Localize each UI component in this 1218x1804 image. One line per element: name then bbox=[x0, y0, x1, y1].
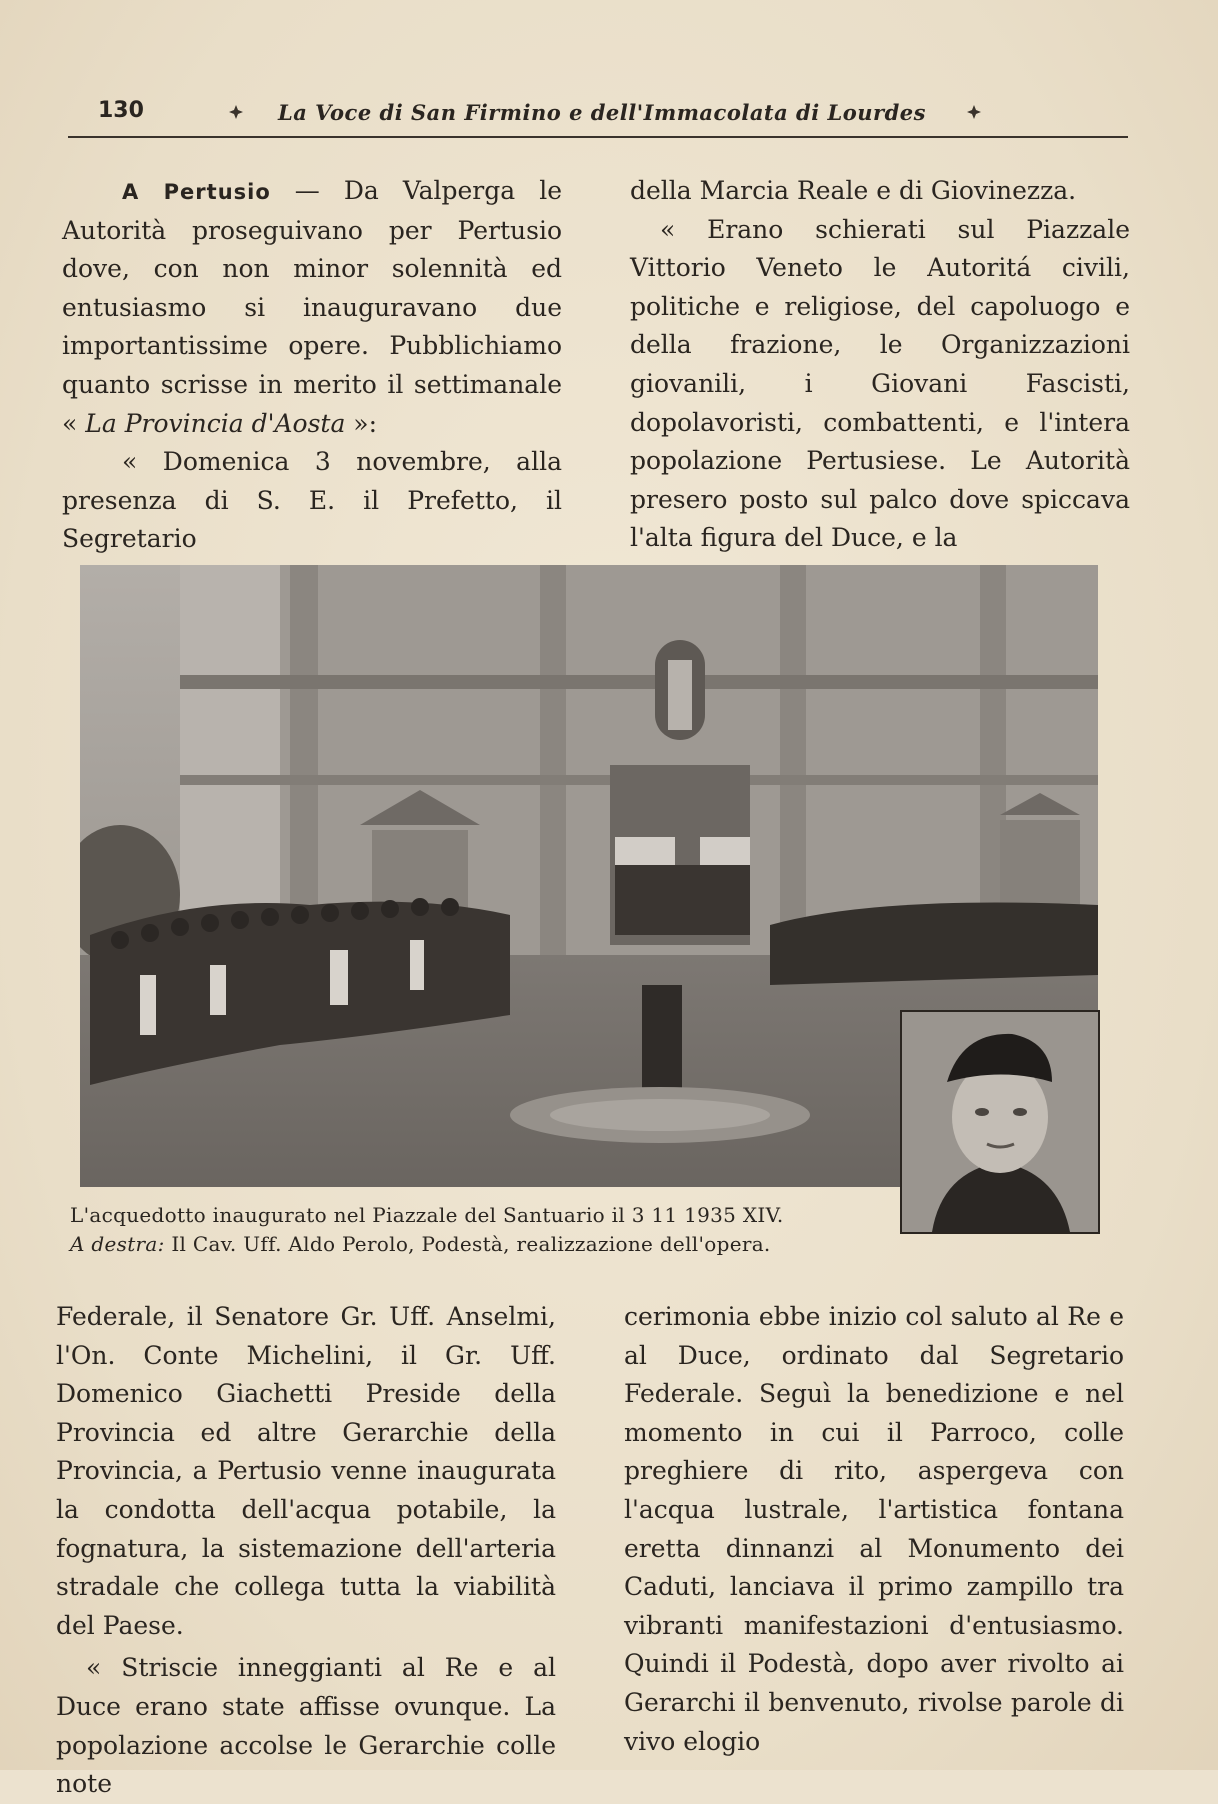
fleuron-right-icon bbox=[966, 104, 982, 120]
paragraph-continued: della Marcia Reale e di Giovinezza. bbox=[630, 176, 1077, 205]
paragraph-schierati: « Erano schierati sul Piazzale Vittorio Veneto le Autoritá civili, politiche e religiose, del capoluogo e della frazione, le Organizzazioni giovanili, i Giovani Fascisti, dopolavoristi, combattenti, e l'intera popolazione Pertusiese. Le Autorità presero posto sul palco dove spiccava l'alta figura del Duce, e la bbox=[630, 214, 1130, 553]
section-lead: A Pertusio bbox=[122, 180, 271, 204]
paragraph-federale: Federale, il Senatore Gr. Uff. Anselmi, l'On. Conte Michelini, il Gr. Uff. Domenico Giachetti Preside della Provincia ed altre Gerarchie della Provincia, a Pertusio venne inaugurata la condotta dell'acqua potabile, la fognatura, la sistemazione dell'arteria stradale che collega tutta la viabilità del Paese. bbox=[56, 1302, 556, 1640]
portrait-illustration bbox=[902, 1012, 1098, 1232]
paragraph-striscie: « Striscie inneggianti al Re e al Duce erano state affisse ovunque. La popolazione accolse le Gerarchie colle note bbox=[56, 1653, 556, 1799]
paragraph-text: — Da Valperga le Autorità proseguivano per Pertusio dove, con non minor solennità ed entusiasmo si inauguravano due importantissime opere. Pubblichiamo quanto scrisse in merito il settimanale « bbox=[62, 176, 562, 438]
journal-title: La Provincia d'Aosta bbox=[85, 408, 346, 438]
column-top-right bbox=[630, 172, 1130, 558]
photo-caption-line2 bbox=[70, 1232, 950, 1256]
fleuron-left-icon bbox=[228, 104, 244, 120]
caption-text: Il Cav. Uff. Aldo Perolo, Podestà, realizzazione dell'opera. bbox=[164, 1232, 771, 1256]
page-header bbox=[68, 92, 1128, 138]
running-title-text: La Voce di San Firmino e dell'Immacolata di Lourdes bbox=[278, 100, 926, 125]
page-number: 130 bbox=[98, 98, 144, 123]
paragraph-quote-start: « Domenica 3 novembre, alla presenza di S. E. il Prefetto, il Segretario bbox=[62, 447, 562, 554]
paragraph-pertusio bbox=[62, 172, 562, 443]
paragraph-cerimonia: cerimonia ebbe inizio col saluto al Re e al Duce, ordinato dal Segretario Federale. Seguì la benedizione e nel momento in cui il Parroco, colle preghiere di rito, aspergeva con l'acqua lustrale, l'artistica fontana eretta dinnanzi al Monumento dei Caduti, lanciava il primo zampillo tra vibranti manifestazioni d'entusiasmo. Quindi il Podestà, dopo aver rivolto ai Gerarchi il benvenuto, rivolse parole di vivo elogio bbox=[624, 1302, 1124, 1756]
caption-label: A destra: bbox=[70, 1232, 165, 1256]
column-bottom-right bbox=[624, 1298, 1124, 1761]
photo-caption-line1: L'acquedotto inaugurato nel Piazzale del Santuario il 3 11 1935 XIV. bbox=[70, 1203, 784, 1227]
paragraph-end: »: bbox=[345, 408, 378, 438]
column-top-left bbox=[62, 172, 562, 559]
portrait-podesta bbox=[900, 1010, 1100, 1234]
column-bottom-left bbox=[56, 1298, 556, 1804]
